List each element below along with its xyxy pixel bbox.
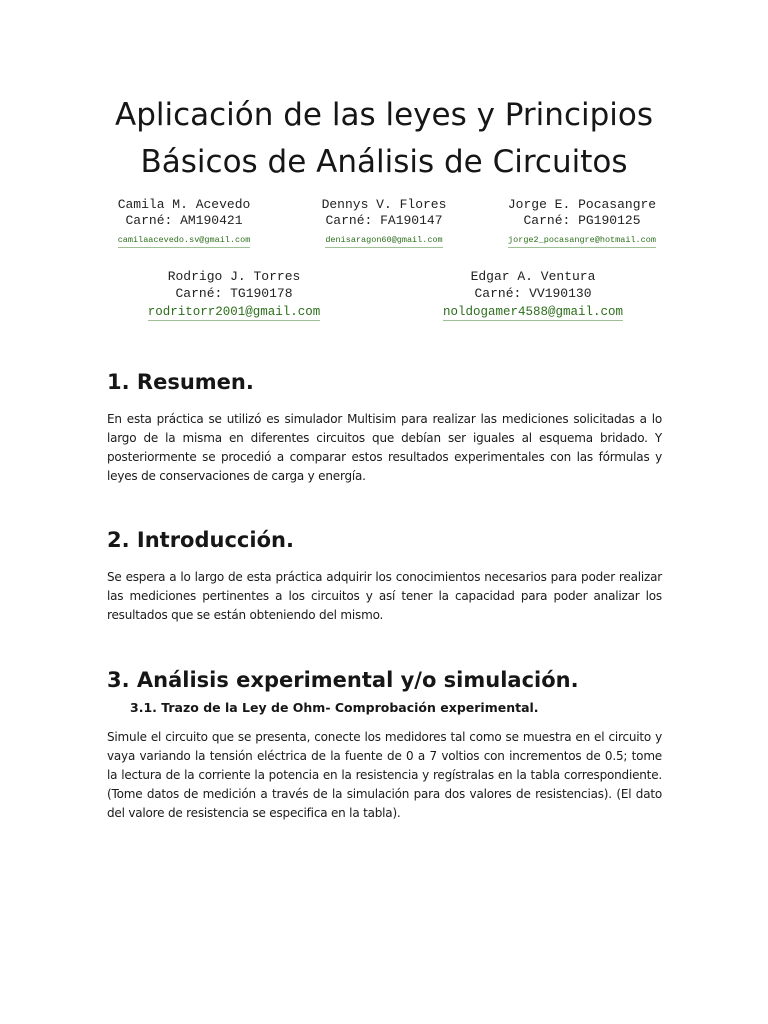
author-carne: Carné: TG190178 (175, 286, 293, 301)
title-line-1: Aplicación de las leyes y Principios (114, 97, 654, 133)
author-name: Edgar A. Ventura (470, 269, 596, 284)
author-carne: Carné: AM190421 (125, 213, 243, 228)
author-block (124, 268, 344, 321)
document-title (60, 92, 708, 186)
author-block (418, 268, 648, 321)
title-line-2: Básicos de Análisis de Circuitos (140, 144, 628, 180)
author-name: Dennys V. Flores (321, 197, 447, 212)
section-heading: 1. Resumen. (107, 370, 254, 394)
author-email-link[interactable]: camilaacevedo.sv@gmail.com (118, 234, 251, 248)
author-name: Camila M. Acevedo (117, 197, 251, 212)
section-paragraph: En esta práctica se utilizó es simulador Multisim para realizar las mediciones solicitadas a lo largo de la misma en diferentes circuitos que debían ser iguales al esquema bridado. Y posteriormente se procedió a comparar estos resultados experimentales con las fórmulas y leyes de conservaciones de carga y energía. (107, 412, 662, 483)
author-block (494, 197, 670, 248)
author-email-link[interactable]: rodritorr2001@gmail.com (147, 305, 321, 319)
author-block (104, 197, 264, 248)
author-carne: Carné: FA190147 (325, 213, 443, 228)
author-carne: Carné: PG190125 (523, 213, 641, 228)
author-carne: Carné: VV190130 (474, 286, 592, 301)
author-email-link[interactable]: denisaragon60@gmail.com (325, 234, 442, 248)
section-paragraph: Se espera a lo largo de esta práctica adquirir los conocimientos necesarios para poder realizar las mediciones pertinentes a los circuitos y así tener la capacidad para poder analizar los resultados que se están obteniendo del mismo. (107, 570, 662, 622)
author-name: Jorge E. Pocasangre (507, 197, 657, 212)
section-heading: 3. Análisis experimental y/o simulación. (107, 668, 579, 692)
author-email-link[interactable]: noldogamer4588@gmail.com (442, 305, 624, 319)
section-paragraph: Simule el circuito que se presenta, conecte los medidores tal como se muestra en el circuito y vaya variando la tensión eléctrica de la fuente de 0 a 7 voltios con incrementos de 0.5; tome la lectura de la corriente la potencia en la resistencia y regístralas en la tabla correspondiente. (Tome datos de medición a través de la simulación para dos valores de resistencias). (El dato del valore de resistencia se especifica en la tabla). (107, 730, 662, 820)
subsection-heading: 3.1. Trazo de la Ley de Ohm- Comprobación experimental. (130, 700, 539, 715)
author-block (304, 197, 464, 248)
author-name: Rodrigo J. Torres (167, 269, 301, 284)
section-heading: 2. Introducción. (107, 528, 294, 552)
author-email-link[interactable]: jorge2_pocasangre@hotmail.com (508, 234, 656, 248)
